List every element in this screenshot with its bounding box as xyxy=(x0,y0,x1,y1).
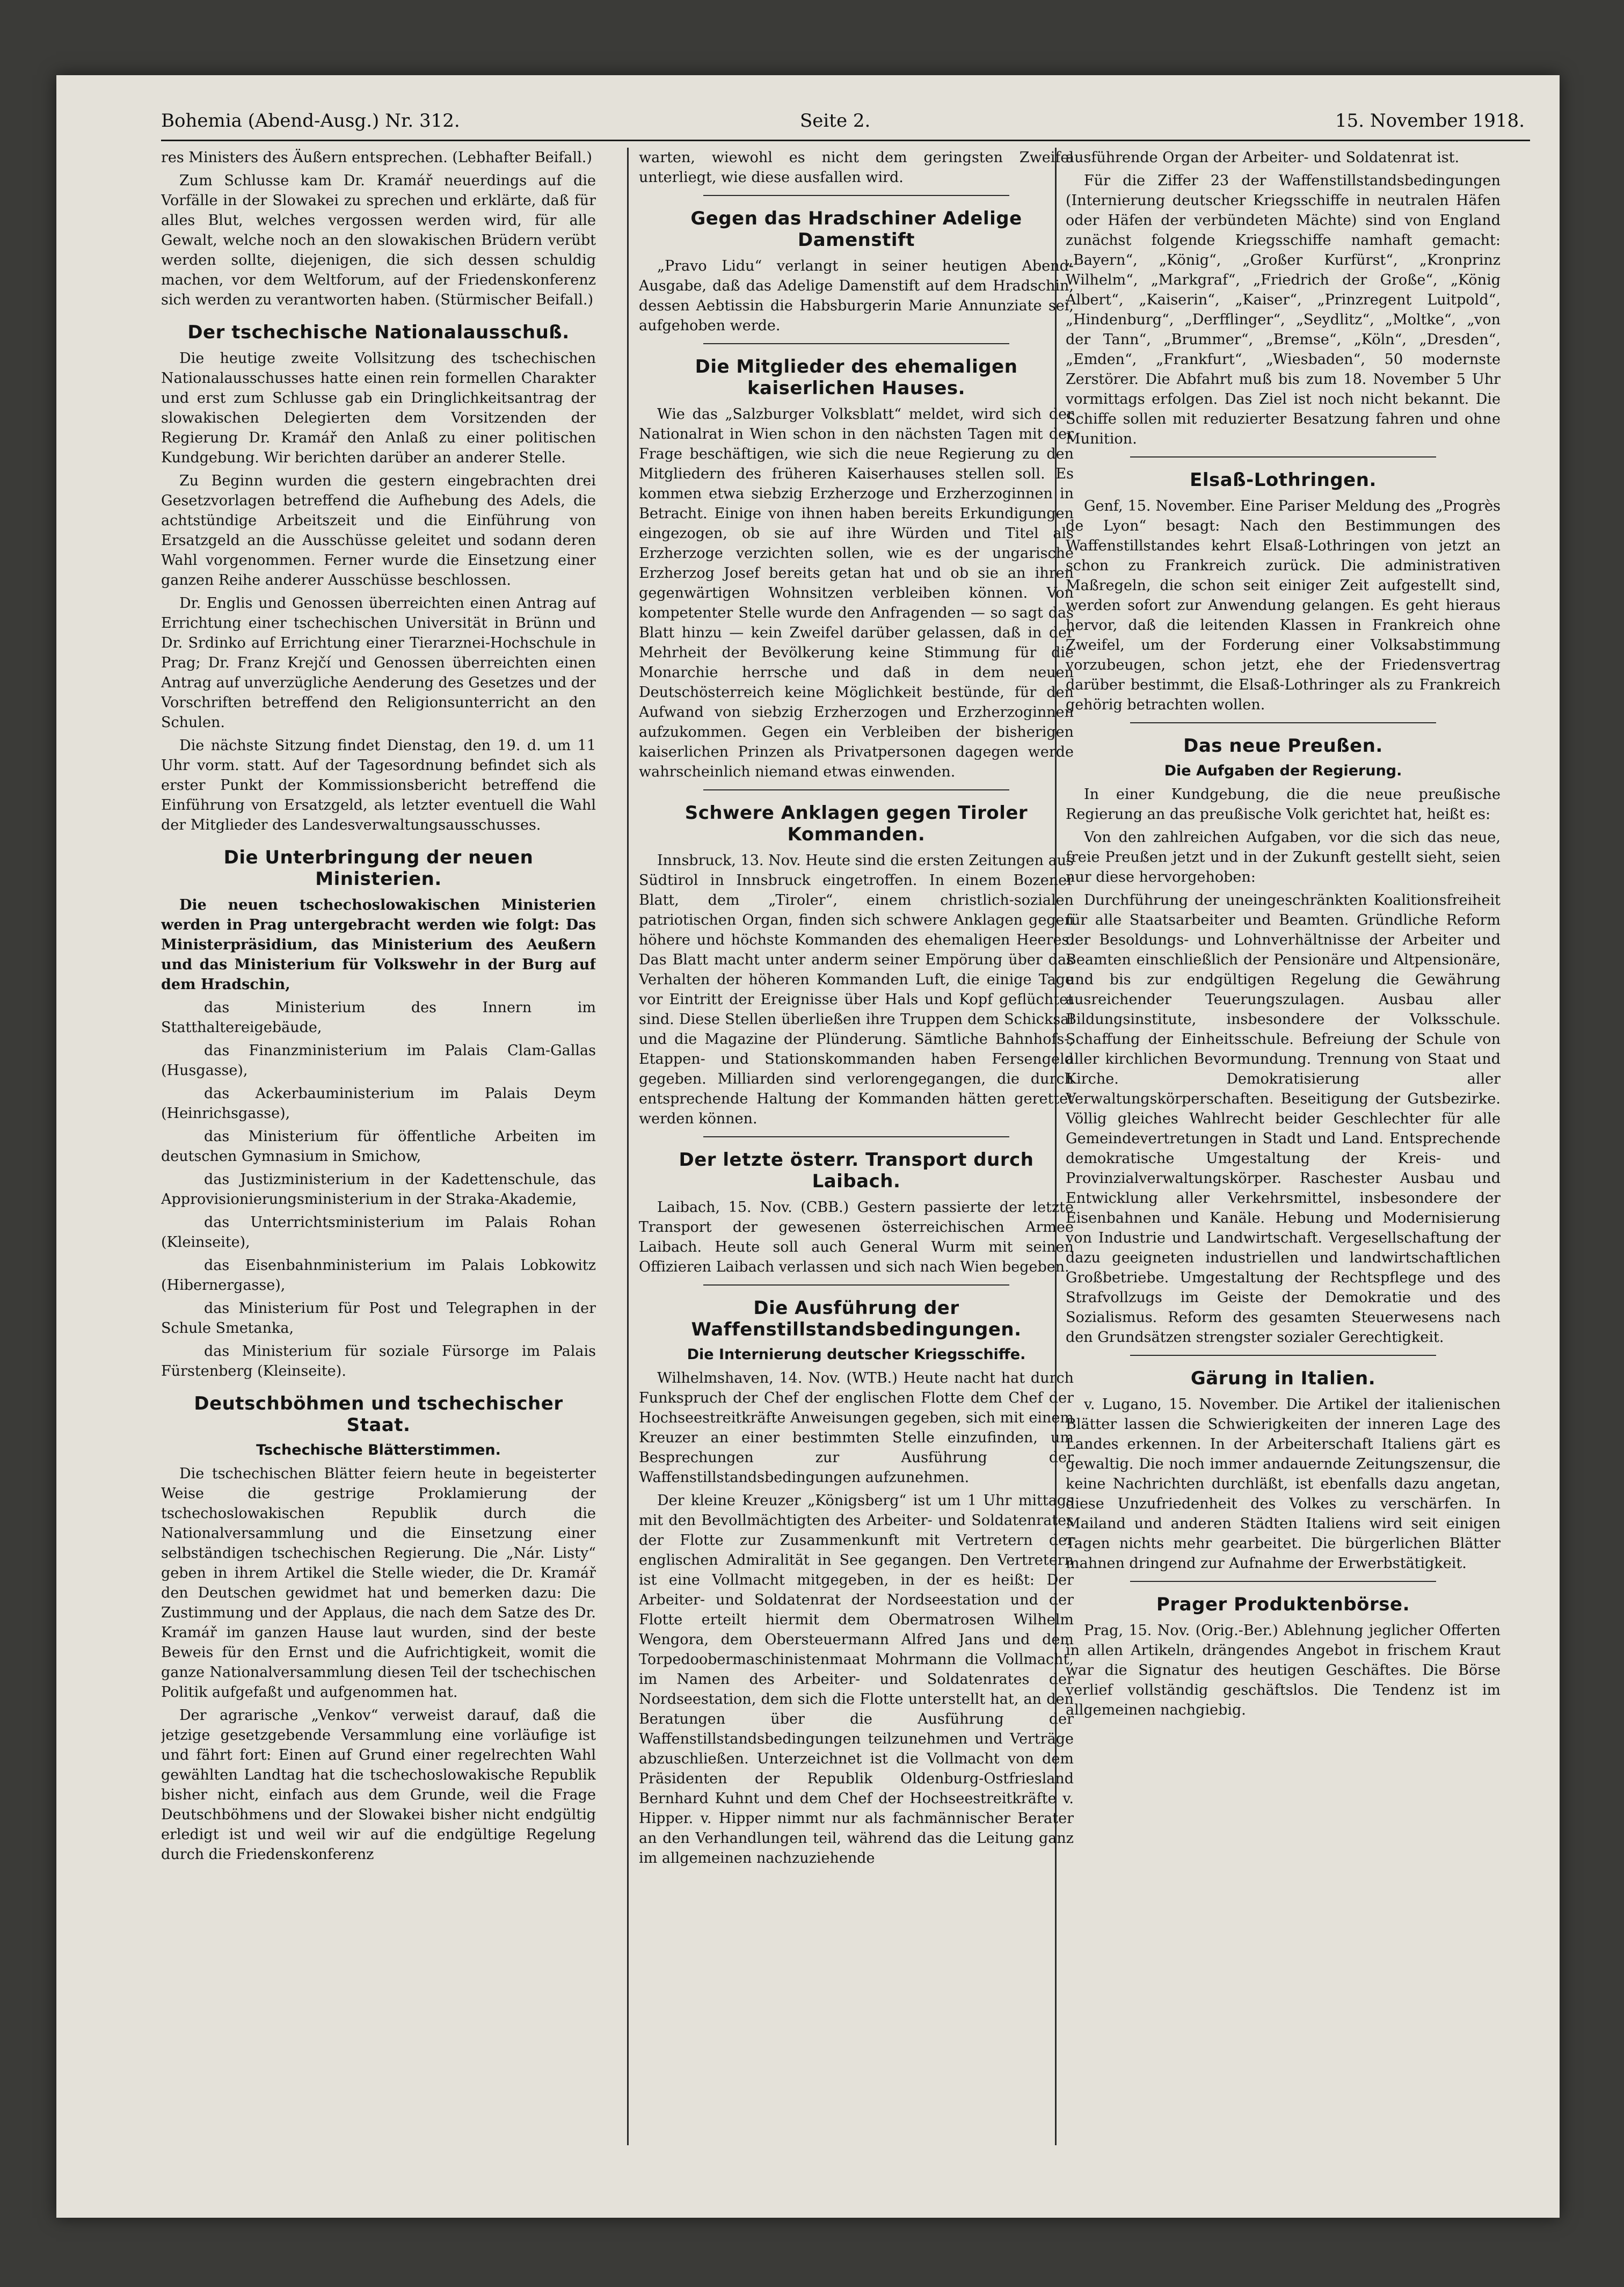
ministry-list-item: das Unterrichtsministerium im Palais Rohan (Kleinseite), xyxy=(161,1214,596,1251)
article-paragraph: Die heutige zweite Vollsitzung des tschechischen Nationalausschusses hatte einen rein formellen Charakter und erst zum Schlusse gab ein Dringlichkeitsantrag der slowakischen Delegierten dem Vorsitzenden der Regierung Dr. Kramář den Anlaß zu einer politischen Kundgebung. Wir berichten darüber an anderer Stelle. xyxy=(161,350,596,466)
article-separator xyxy=(1130,1355,1436,1356)
article-separator xyxy=(703,1136,1009,1137)
running-head xyxy=(102,110,1530,137)
page-number: Seite 2. xyxy=(800,110,871,132)
article-headline: Gegen das Hradschiner Adelige Damenstift xyxy=(690,208,1022,251)
article-headline: Der letzte österr. Transport durch Laibach. xyxy=(679,1149,1034,1192)
article-headline: Prager Produktenbörse. xyxy=(1156,1594,1410,1615)
article-paragraph: Laibach, 15. Nov. (CBB.) Gestern passierte der letzte Transport der gewesenen österreichischen Armee Laibach. Heute soll auch General Wurm mit seinen Offizieren Laibach verlassen und sich nach Wien begeben. xyxy=(639,1199,1074,1275)
ministry-list-item: das Ministerium des Innern im Statthaltereigebäude, xyxy=(161,999,596,1036)
article-subheadline: Tschechische Blätterstimmen. xyxy=(256,1442,501,1458)
article-paragraph: Innsbruck, 13. Nov. Heute sind die ersten Zeitungen aus Südtirol in Innsbruck eingetroffen. In einem Bozener Blatt, dem „Tiroler“, einem christlich-sozialen patriotischen Organ, finden sich schwere Anklagen gegen höhere und höchste Kommanden des ehemaligen Heeres. Das Blatt macht unter anderm seiner Empörung über das Verhalten der höheren Kommanden Luft, die einige Tage vor Eintritt der Ereignisse über Hals und Kopf geflüchtet sind. Diese Stellen überließen ihre Truppen dem Schicksal und die Magazine der Plünderung. Sämtliche Bahnhofs-, Etappen- und Stationskommanden haben Fersengeld gegeben. Milliarden sind verlorengegangen, die durch entsprechende Haltung der Kommanden hätten gerettet werden können. xyxy=(639,852,1074,1127)
column-1 xyxy=(161,148,596,2156)
article-paragraph: Der kleine Kreuzer „Königsberg“ ist um 1 Uhr mittags mit den Bevollmächtigten des Arbeiter- und Soldatenrates der Flotte zur Zusammenkunft mit Vertretern der englischen Admiralität in See gegangen. Den Vertretern ist eine Vollmacht mitgegeben, in der es heißt: Der Arbeiter- und Soldatenrat der Nordseestation und der Flotte erteilt hiermit dem Obermatrosen Wilhelm Wengora, dem Obersteuermann Alfred Jans und dem Torpedoobermaschinistenmaat Mohrmann die Vollmacht, im Namen des Arbeiter- und Soldatenrates der Nordseestation, dem sich die Flotte unterstellt hat, an den Beratungen über die Ausführung der Waffenstillstandsbedingungen teilzunehmen und Verträge abzuschließen. Unterzeichnet ist die Vollmacht von dem Präsidenten der Republik Oldenburg-Ostfriesland Bernhard Kuhnt und dem Chef der Hochseestreitkräfte v. Hipper. v. Hipper nimmt nur als fachmännischer Berater an den Verhandlungen teil, während das die Leitung ganz im allgemeinen nachzuziehende xyxy=(639,1492,1074,1867)
article-paragraph: Die tschechischen Blätter feiern heute in begeisterter Weise die gestrige Proklamierung der tschechoslowakischen Republik durch die Nationalversammlung und die Einsetzung einer selbständigen tschechischen Regierung. Die „Nár. Listy“ geben in ihrem Artikel die Stelle wieder, die Dr. Kramář den Deutschen gewidmet hat und bemerken dazu: Die Zustimmung und der Applaus, die nach dem Satze des Dr. Kramář im ganzen Hause laut wurden, sind der beste Beweis für den Ernst und die Aufrichtigkeit, womit die ganze Nationalversammlung diesen Teil der tschechischen Politik aufgefaßt und aufgenommen hat. xyxy=(161,1465,596,1701)
article-separator xyxy=(1130,456,1436,458)
article-paragraph: Die neuen tschechoslowakischen Ministerien werden in Prag untergebracht werden wie folgt: Das Ministerpräsidium, das Ministerium des Aeußern und das Ministerium für Volkswehr in der Burg auf dem Hradschin, xyxy=(161,897,596,993)
article-paragraph: „Pravo Lidu“ verlangt in seiner heutigen Abend-Ausgabe, daß das Adelige Damenstift auf dem Hradschin, dessen Aebtissin die Habsburgerin Marie Annunziate sei, aufgehoben werde. xyxy=(639,258,1074,334)
article-paragraph: Genf, 15. November. Eine Pariser Meldung des „Progrès de Lyon“ besagt: Nach den Bestimmungen des Waffenstillstandes kehrt Elsaß-Lothringen von jetzt an schon zu Frankreich zurück. Die administrativen Maßregeln, die schon seit einiger Zeit aufgestellt sind, werden sofort zur Anwendung gelangen. Es geht hieraus hervor, daß die leitenden Klassen in Frankreich ohne Zweifel, um der Forderung einer Volksabstimmung vorzubeugen, schon jetzt, ehe der Friedensvertrag darüber bestimmt, die Elsaß-Lothringer als zu Frankreich gehörig betrachten wollen. xyxy=(1066,498,1501,713)
article-headline: Das neue Preußen. xyxy=(1183,735,1383,757)
article-paragraph: Prag, 15. Nov. (Orig.-Ber.) Ablehnung jeglicher Offerten in allen Artikeln, drängendes Angebot in frischem Kraut war die Signatur des heutigen Geschäftes. Die Börse verlief vollständig geschäftslos. Die Tendenz ist im allgemeinen nachgiebig. xyxy=(1066,1622,1501,1718)
article-paragraph: Zum Schlusse kam Dr. Kramář neuerdings auf die Vorfälle in der Slowakei zu sprechen und erklärte, daß für alles Blut, welches vergossen werden wird, für alle Gewalt, welche noch an den slowakischen Brüdern verübt werden sollte, diejenigen, die sich dessen schuldig machen, vor dem Weltforum, auf der Friedenskonferenz sich werden zu verantworten haben. (Stürmischer Beifall.) xyxy=(161,172,596,308)
article-continuation: warten, wiewohl es nicht dem geringsten Zweifel unterliegt, wie diese ausfallen wird. xyxy=(639,149,1074,186)
article-paragraph: Die nächste Sitzung findet Dienstag, den 19. d. um 11 Uhr vorm. statt. Auf der Tagesordnung befindet sich als erster Punkt der Kommissionsbericht betreffend die Einführung von Ersatzgeld, als letzter eventuell die Wahl der Mitglieder des Landesverwaltungsausschusses. xyxy=(161,737,596,833)
article-headline: Elsaß-Lothringen. xyxy=(1190,469,1377,491)
article-paragraph: Wilhelmshaven, 14. Nov. (WTB.) Heute nacht hat durch Funkspruch der Chef der englischen Flotte dem Chef der Hochseestreitkräfte Anweisungen gegeben, sich mit einem Kreuzer an einer bestimmten Stelle einzufinden, um Besprechungen zur Ausführung der Waffenstillstandsbedingungen aufzunehmen. xyxy=(639,1370,1074,1486)
article-headline: Gärung in Italien. xyxy=(1190,1368,1376,1389)
masthead-issue: Bohemia (Abend-Ausg.) Nr. 312. xyxy=(161,110,460,132)
article-headline: Deutschböhmen und tschechischer Staat. xyxy=(194,1393,563,1436)
article-paragraph: Zu Beginn wurden die gestern eingebrachten drei Gesetzvorlagen betreffend die Aufhebung des Adels, die achtstündige Arbeitszeit und die Einführung von Ersatzgeld an die Ausschüsse geleitet und sodann deren Wahl vorgenommen. Ferner wurde die Einsetzung einer ganzen Reihe anderer Ausschüsse beschlossen. xyxy=(161,473,596,589)
article-paragraph: v. Lugano, 15. November. Die Artikel der italienischen Blätter lassen die Schwierigkeiten der inneren Lage des Landes erkennen. In der Arbeiterschaft Italiens gärt es gewaltig. Die noch immer andauernde Zeitungszensur, die keine Nachrichten durchläßt, ist ebenfalls dazu angetan, diese Unzufriedenheit des Volkes zu verschärfen. In Mailand und anderen Städten Italiens wird seit einigen Tagen nichts mehr gearbeitet. Die bürgerlichen Blätter mahnen dringend zur Aufnahme der Erwerbstätigkeit. xyxy=(1066,1396,1501,1572)
article-separator xyxy=(703,789,1009,790)
article-separator xyxy=(1130,722,1436,723)
article-paragraph: Von den zahlreichen Aufgaben, vor die sich das neue, freie Preußen jetzt und in der Zukunft gestellt sieht, seien nur diese hervorgehoben: xyxy=(1066,829,1501,885)
article-continuation: res Ministers des Äußern entsprechen. (Lebhafter Beifall.) xyxy=(161,149,592,166)
article-paragraph: Für die Ziffer 23 der Waffenstillstandsbedingungen (Internierung deutscher Kriegsschiffe in neutralen Häfen oder Häfen der verbündeten Mächte) sind von England zunächst folgende Kriegsschiffe namhaft gemacht: „Bayern“, „König“, „Großer Kurfürst“, „Kronprinz Wilhelm“, „Markgraf“, „Friedrich der Große“, „König Albert“, „Kaiserin“, „Kaiser“, „Prinzregent Luitpold“, „Hindenburg“, „Derfflinger“, „Seydlitz“, „Moltke“, „von der Tann“, „Brummer“, „Bremse“, „Köln“, „Dresden“, „Emden“, „Frankfurt“, „Wiesbaden“, 50 modernste Zerstörer. Die Abfahrt muß bis zum 18. November 5 Uhr vormittags erfolgen. Das Ziel ist noch nicht bekannt. Die Schiffe sollen mit reduzierter Besatzung fahren und ohne Munition. xyxy=(1066,172,1501,447)
article-separator xyxy=(703,195,1009,196)
article-headline: Die Unterbringung der neuen Ministerien. xyxy=(223,847,534,890)
header-rule xyxy=(161,140,1530,141)
article-separator xyxy=(703,343,1009,344)
article-subheadline: Die Aufgaben der Regierung. xyxy=(1164,763,1402,779)
article-subheadline: Die Internierung deutscher Kriegsschiffe. xyxy=(687,1346,1026,1363)
ministry-list-item: das Ackerbauministerium im Palais Deym (Heinrichsgasse), xyxy=(161,1085,596,1122)
ministry-list-item: das Eisenbahnministerium im Palais Lobkowitz (Hibernergasse), xyxy=(161,1257,596,1294)
article-headline: Der tschechische Nationalausschuß. xyxy=(187,322,570,343)
article-paragraph: Wie das „Salzburger Volksblatt“ meldet, wird sich der Nationalrat in Wien schon in den nächsten Tagen mit der Frage beschäftigen, wie sich die neue Regierung zu den Mitgliedern des früheren Kaiserhauses stellen soll. Es kommen etwa siebzig Erzherzoge und Erzherzoginnen in Betracht. Einige von ihnen haben bereits Erkundigungen eingezogen, ob sie auf ihre Würden und Titel als Erzherzoge verzichten sollen, wie es der ungarische Erzherzog Josef bereits getan hat und ob sie an ihren gegenwärtigen Wohnsitzen verbleiben können. Von kompetenter Stelle wurde den Anfragenden — so sagt das Blatt hinzu — kein Zweifel darüber gelassen, daß in der Mehrheit der Bevölkerung keine Stimmung für die Monarchie herrsche und daß in dem neuen Deutschösterreich keine Möglichkeit bestünde, für den Aufwand von siebzig Erzherzogen und Erzherzoginnen aufzukommen. Gegen ein Verbleiben der bisherigen kaiserlichen Prinzen als Privatpersonen dagegen werde wahrscheinlich niemand etwas einwenden. xyxy=(639,406,1074,780)
article-headline: Die Mitglieder des ehemaligen kaiserlichen Hauses. xyxy=(695,356,1018,399)
article-continuation: ausführende Organ der Arbeiter- und Soldatenrat ist. xyxy=(1066,149,1460,166)
article-separator xyxy=(1130,1581,1436,1582)
column-3 xyxy=(1066,148,1501,2156)
article-paragraph: Der agrarische „Venkov“ verweist darauf, daß die jetzige gesetzgebende Versammlung eine vorläufige ist und fährt fort: Einen auf Grund einer regelrechten Wahl gewählten Landtag hat die tschechoslowakische Republik bisher nicht, einfach aus dem Grunde, weil die Frage Deutschböhmens und der Slowakei bisher nicht endgültig erledigt ist und weil wir auf die endgültige Regelung durch die Friedenskonferenz xyxy=(161,1707,596,1863)
ministry-list-item: das Finanzministerium im Palais Clam-Gallas (Husgasse), xyxy=(161,1042,596,1079)
ministry-list-item: das Ministerium für Post und Telegraphen in der Schule Smetanka, xyxy=(161,1300,596,1337)
article-headline: Schwere Anklagen gegen Tiroler Kommanden. xyxy=(684,802,1028,845)
column-rule xyxy=(627,148,629,2145)
article-paragraph: Durchführung der uneingeschränkten Koalitionsfreiheit für alle Staatsarbeiter und Beamten. Gründliche Reform der Besoldungs- und Lohnverhältnisse der Arbeiter und Beamten einschließlich der Pensionäre und Altpensionäre, und bis zur endgültigen Regelung die Gewährung ausreichender Teuerungszulagen. Ausbau aller Bildungsinstitute, insbesondere der Volksschule. Schaffung der Einheitsschule. Befreiung der Schule von aller kirchlichen Bevormundung. Trennung von Staat und Kirche. Demokratisierung aller Verwaltungskörperschaften. Beseitigung der Gutsbezirke. Völlig gleiches Wahlrecht beider Geschlechter für alle Gemeindevertretungen in Stadt und Land. Entsprechende demokratische Umgestaltung der Kreis- und Provinzialverwaltungskörper. Raschester Ausbau und Entwicklung aller Verkehrsmittel, insbesondere der Eisenbahnen und Kanäle. Hebung und Modernisierung von Industrie und Landwirtschaft. Vergesellschaftung der dazu geeigneten industriellen und landwirtschaftlichen Großbetriebe. Umgestaltung der Rechtspflege und des Strafvollzugs im Geiste der Demokratie und des Sozialismus. Reform des gesamten Steuerwesens nach den Grundsätzen strengster sozialer Gerechtigkeit. xyxy=(1066,892,1501,1346)
ministry-list-item: das Ministerium für öffentliche Arbeiten im deutschen Gymnasium in Smichow, xyxy=(161,1128,596,1165)
article-headline: Die Ausführung der Waffenstillstandsbedingungen. xyxy=(691,1297,1022,1340)
issue-date: 15. November 1918. xyxy=(1335,110,1525,132)
article-paragraph: Dr. Englis und Genossen überreichten einen Antrag auf Errichtung einer tschechischen Universität in Brünn und Dr. Srdinko auf Errichtung einer Tierarznei-Hochschule in Prag; Dr. Franz Krejčí und Genossen überreichten einen Antrag auf unverzügliche Aenderung des Gesetzes und der Vorschriften betreffend den Religionsunterricht an den Schulen. xyxy=(161,595,596,731)
column-2 xyxy=(639,148,1074,2156)
ministry-list-item: das Justizministerium in der Kadettenschule, das Approvisionierungsministerium in der Straka-Akademie, xyxy=(161,1171,596,1208)
ministry-list-item: das Ministerium für soziale Fürsorge im Palais Fürstenberg (Kleinseite). xyxy=(161,1343,596,1380)
article-separator xyxy=(703,1284,1009,1286)
article-paragraph: In einer Kundgebung, die die neue preußische Regierung an das preußische Volk gerichtet hat, heißt es: xyxy=(1066,786,1501,823)
